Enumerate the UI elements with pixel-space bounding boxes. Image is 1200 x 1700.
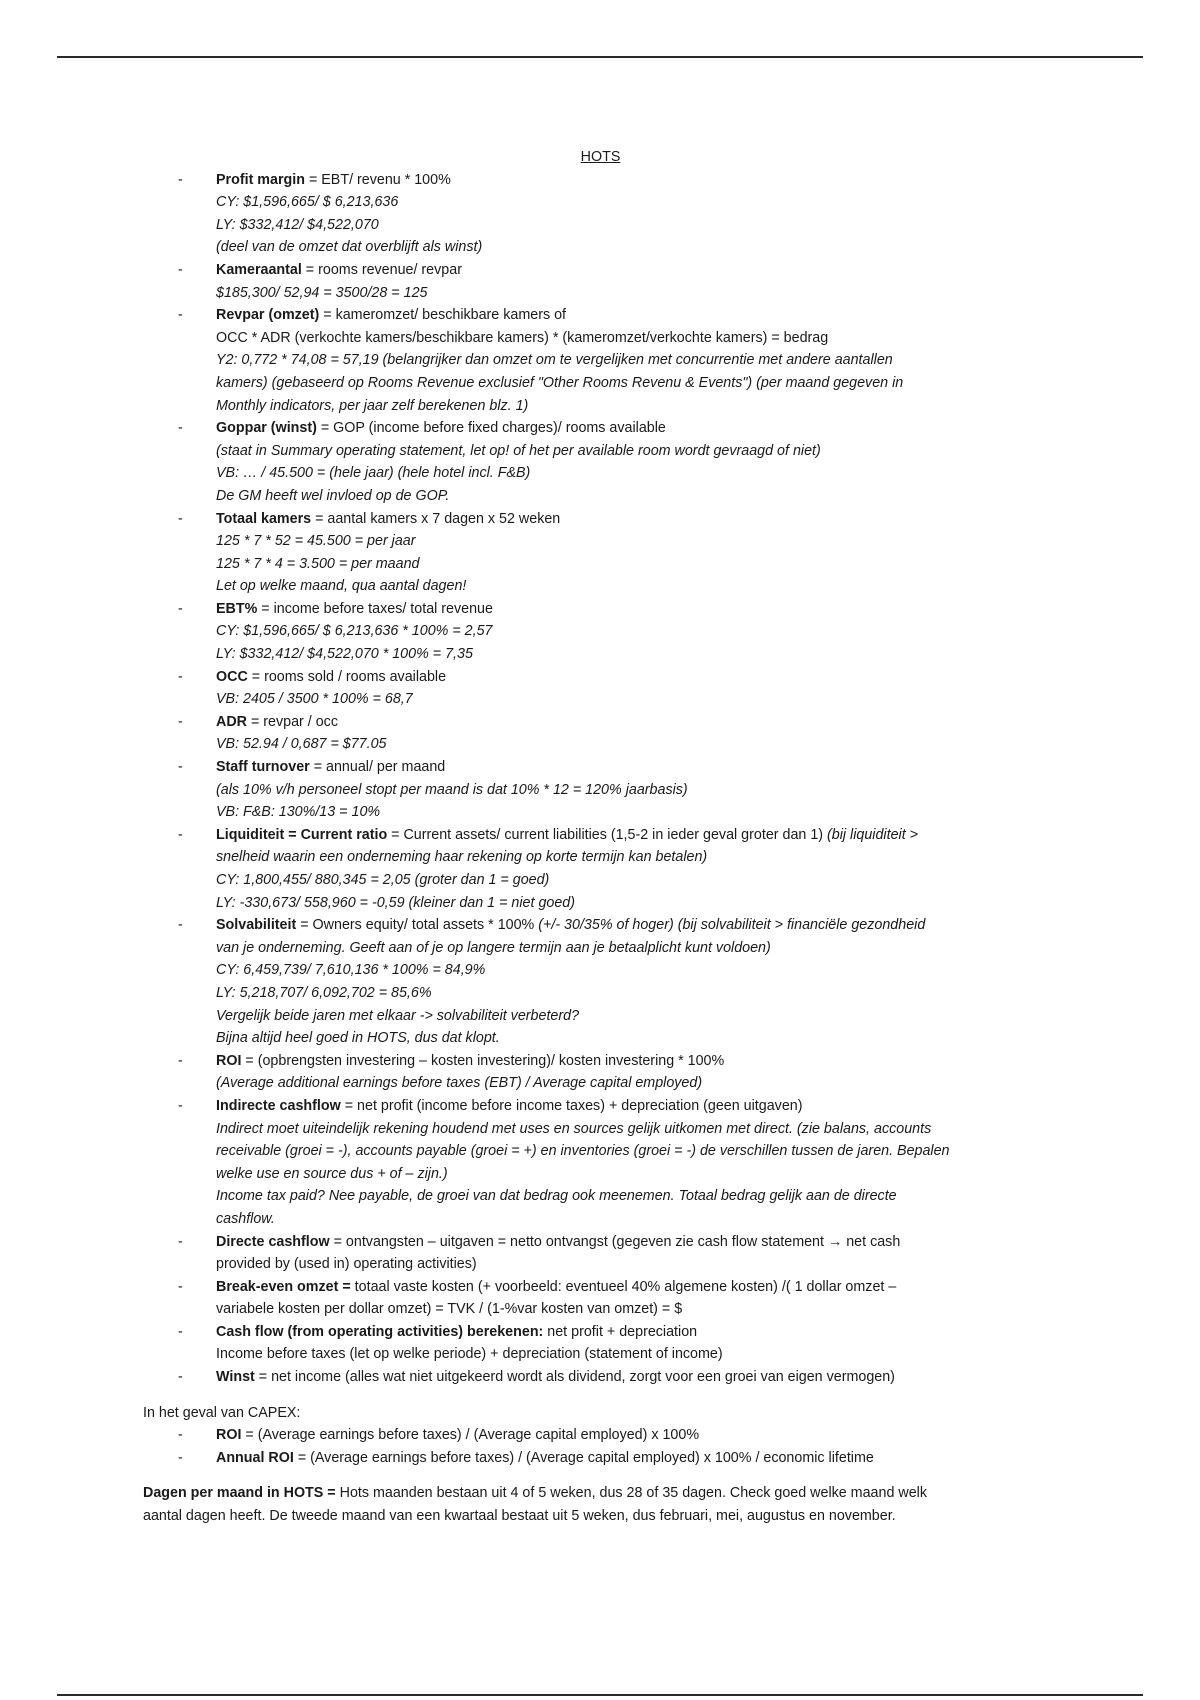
list-item	[143, 1050, 1063, 1095]
item-definition-note: (bij liquiditeit >	[827, 826, 919, 843]
list-item	[143, 1321, 1063, 1366]
item-term: Solvabiliteit	[216, 917, 297, 934]
item-detail-line: CY: $1,596,665/ $ 6,213,636 * 100% = 2,57	[216, 623, 493, 640]
list-item	[143, 1231, 1063, 1276]
item-heading	[216, 508, 1063, 531]
item-heading	[216, 1276, 1063, 1299]
item-heading	[216, 914, 1063, 937]
item-term: Goppar (winst)	[216, 420, 317, 437]
item-detail-line: LY: $332,412/ $4,522,070 * 100% = 7,35	[216, 646, 473, 663]
item-term: Indirecte cashflow	[216, 1097, 341, 1114]
item-detail-line: kamers) (gebaseerd op Rooms Revenue exclusief "Other Rooms Revenu & Events") (per maand gegeven in	[216, 374, 904, 391]
formula-list	[143, 169, 1063, 1389]
item-heading	[216, 1424, 1063, 1447]
item-detail-line: Vergelijk beide jaren met elkaar -> solvabiliteit verbeterd?	[216, 1007, 580, 1024]
list-item	[143, 169, 1063, 259]
item-definition: = kameromzet/ beschikbare kamers of	[319, 307, 567, 324]
item-definition: = rooms revenue/ revpar	[301, 261, 462, 278]
item-detail-line: De GM heeft wel invloed op de GOP.	[216, 487, 450, 504]
list-item	[143, 711, 1063, 756]
item-heading	[216, 304, 1063, 327]
item-detail-line: variabele kosten per dollar omzet) = TVK / (1-%var kosten van omzet) = $	[216, 1301, 683, 1318]
item-detail-line: (Average additional earnings before taxes (EBT) / Average capital employed)	[216, 1075, 703, 1092]
item-definition: = rooms sold / rooms available	[247, 668, 447, 685]
item-heading	[216, 1321, 1063, 1344]
list-item	[143, 1276, 1063, 1321]
item-term: ROI	[216, 1052, 242, 1069]
item-term: OCC	[216, 668, 248, 685]
item-term: EBT%	[216, 600, 258, 617]
item-heading	[216, 169, 1063, 192]
item-definition: totaal vaste kosten (+ voorbeeld: eventueel 40% algemene kosten) /( 1 dollar omzet –	[350, 1278, 897, 1295]
item-definition: = annual/ per maand	[309, 759, 446, 776]
item-detail-line: Y2: 0,772 * 74,08 = 57,19 (belangrijker dan omzet om te vergelijken met concurrentie met andere aantallen	[216, 352, 893, 369]
item-definition: = revpar / occ	[246, 713, 338, 730]
item-detail-line: Income tax paid? Nee payable, de groei van dat bedrag ook meenemen. Totaal bedrag gelijk aan de directe	[216, 1188, 897, 1205]
item-definition-note: (+/- 30/35% of hoger) (bij solvabiliteit > financiële gezondheid	[538, 917, 926, 934]
item-detail-line: welke use en source dus + of – zijn.)	[216, 1165, 448, 1182]
item-detail-line: provided by (used in) operating activities)	[216, 1256, 477, 1273]
item-term: Break-even omzet =	[216, 1278, 351, 1295]
item-detail-line: CY: 1,800,455/ 880,345 = 2,05 (groter dan 1 = goed)	[216, 872, 550, 888]
item-heading	[216, 1050, 1063, 1073]
item-detail-line: LY: -330,673/ 558,960 = -0,59 (kleiner dan 1 = niet goed)	[216, 894, 576, 911]
capex-list	[143, 1424, 1063, 1469]
item-detail-line: snelheid waarin een onderneming haar rekening op korte termijn kan betalen)	[216, 849, 708, 866]
item-detail-line: Bijna altijd heel goed in HOTS, dus dat klopt.	[216, 1030, 500, 1047]
item-heading	[216, 666, 1063, 689]
dagen-line-1: Hots maanden bestaan uit 4 of 5 weken, dus 28 of 35 dagen. Check goed welke maand welk	[335, 1485, 927, 1502]
item-term: Liquiditeit = Current ratio	[216, 826, 388, 843]
list-item	[143, 1366, 1063, 1389]
list-item	[143, 1424, 1063, 1447]
list-item	[143, 259, 1063, 304]
document-title: HOTS	[580, 149, 621, 165]
item-heading	[216, 711, 1063, 734]
list-item	[143, 417, 1063, 507]
item-definition: = net income (alles wat niet uitgekeerd wordt als dividend, zorgt voor een groei van eigen vermogen)	[254, 1369, 895, 1386]
item-definition: = Owners equity/ total assets * 100%	[296, 917, 539, 934]
dagen-line-2: aantal dagen heeft. De tweede maand van een kwartaal bestaat uit 5 weken, dus februari, mei, augustus en november.	[143, 1508, 896, 1525]
item-definition: = aantal kamers x 7 dagen x 52 weken	[311, 510, 561, 527]
list-item	[143, 666, 1063, 711]
item-detail-line: LY: $332,412/ $4,522,070	[216, 216, 379, 233]
list-item	[143, 1447, 1063, 1470]
item-term: Totaal kamers	[216, 510, 312, 527]
item-definition: = (Average earnings before taxes) / (Average capital employed) x 100%	[241, 1427, 700, 1444]
item-definition: = net profit (income before income taxes) + depreciation (geen uitgaven)	[340, 1097, 803, 1114]
item-term: Staff turnover	[216, 759, 310, 776]
list-item	[143, 824, 1063, 914]
list-item	[143, 598, 1063, 666]
item-detail-line: VB: 52.94 / 0,687 = $77.05	[216, 736, 387, 753]
item-definition: = income before taxes/ total revenue	[257, 600, 493, 617]
item-heading	[216, 824, 1063, 847]
item-definition: net profit + depreciation	[543, 1323, 698, 1340]
item-definition: = ontvangsten – uitgaven = netto ontvangst (gegeven zie cash flow statement → net cash	[329, 1233, 901, 1250]
item-definition: = EBT/ revenu * 100%	[304, 171, 451, 188]
item-heading	[216, 1231, 1063, 1254]
item-detail-line: $185,300/ 52,94 = 3500/28 = 125	[216, 284, 428, 301]
item-term: Kameraantal	[216, 261, 302, 278]
item-heading	[216, 598, 1063, 621]
list-item	[143, 756, 1063, 824]
list-item	[143, 914, 1063, 1050]
item-term: Winst	[216, 1369, 255, 1386]
list-item	[143, 1095, 1063, 1231]
item-term: Profit margin	[216, 171, 305, 188]
item-detail-line: 125 * 7 * 52 = 45.500 = per jaar	[216, 533, 416, 550]
dagen-paragraph	[143, 1482, 1063, 1527]
item-term: ROI	[216, 1427, 242, 1444]
item-heading	[216, 1366, 1063, 1389]
item-detail-line: Income before taxes (let op welke periode) + depreciation (statement of income)	[216, 1346, 723, 1363]
item-detail-line: van je onderneming. Geeft aan of je op langere termijn aan je betaalplicht kunt voldoen)	[216, 939, 771, 956]
item-definition: = Current assets/ current liabilities (1,5-2 in ieder geval groter dan 1)	[387, 826, 828, 843]
item-heading	[216, 417, 1063, 440]
item-definition: = GOP (income before fixed charges)/ rooms available	[316, 420, 666, 437]
item-detail-line: CY: $1,596,665/ $ 6,213,636	[216, 194, 399, 211]
list-item	[143, 508, 1063, 598]
item-heading	[216, 259, 1063, 282]
item-detail-line: Monthly indicators, per jaar zelf berekenen blz. 1)	[216, 397, 529, 414]
dagen-term: Dagen per maand in HOTS =	[143, 1485, 336, 1502]
item-definition: = (opbrengsten investering – kosten investering)/ kosten investering * 100%	[241, 1052, 725, 1069]
footer-rule	[57, 1694, 1143, 1696]
item-detail-line: Indirect moet uiteindelijk rekening houdend met uses en sources gelijk uitkomen met direct. (zie balans, accounts	[216, 1120, 932, 1137]
item-detail-line: (als 10% v/h personeel stopt per maand is dat 10% * 12 = 120% jaarbasis)	[216, 781, 688, 798]
item-detail-line: OCC * ADR (verkochte kamers/beschikbare kamers) * (kameromzet/verkochte kamers) = bedrag	[216, 329, 829, 346]
item-heading	[216, 756, 1063, 779]
item-term: Directe cashflow	[216, 1233, 330, 1250]
item-detail-line: cashflow.	[216, 1210, 275, 1227]
item-detail-line: (staat in Summary operating statement, let op! of het per available room wordt gevraagd of niet)	[216, 442, 821, 459]
item-detail-line: 125 * 7 * 4 = 3.500 = per maand	[216, 555, 420, 572]
item-detail-line: CY: 6,459,739/ 7,610,136 * 100% = 84,9%	[216, 962, 486, 979]
item-detail-line: VB: F&B: 130%/13 = 10%	[216, 804, 381, 821]
item-detail-line: receivable (groei = -), accounts payable (groei = +) en inventories (groei = -) de verschillen tussen de jaren. Bepalen	[216, 1143, 950, 1160]
capex-intro: In het geval van CAPEX:	[143, 1404, 301, 1421]
item-term: ADR	[216, 713, 247, 730]
document-body	[143, 146, 1063, 1528]
item-detail-line: Let op welke maand, qua aantal dagen!	[216, 578, 467, 595]
item-detail-line: VB: 2405 / 3500 * 100% = 68,7	[216, 691, 413, 708]
item-detail-line: (deel van de omzet dat overblijft als winst)	[216, 239, 483, 256]
item-detail-line: LY: 5,218,707/ 6,092,702 = 85,6%	[216, 984, 432, 1001]
item-heading	[216, 1447, 1063, 1470]
item-definition: = (Average earnings before taxes) / (Average capital employed) x 100% / economic lifetime	[293, 1449, 874, 1466]
item-detail-line: VB: … / 45.500 = (hele jaar) (hele hotel incl. F&B)	[216, 465, 531, 482]
list-item	[143, 304, 1063, 417]
header-rule	[57, 56, 1143, 58]
item-heading	[216, 1095, 1063, 1118]
item-term: Cash flow (from operating activities) berekenen:	[216, 1323, 544, 1340]
item-term: Revpar (omzet)	[216, 307, 320, 324]
item-term: Annual ROI	[216, 1449, 294, 1466]
